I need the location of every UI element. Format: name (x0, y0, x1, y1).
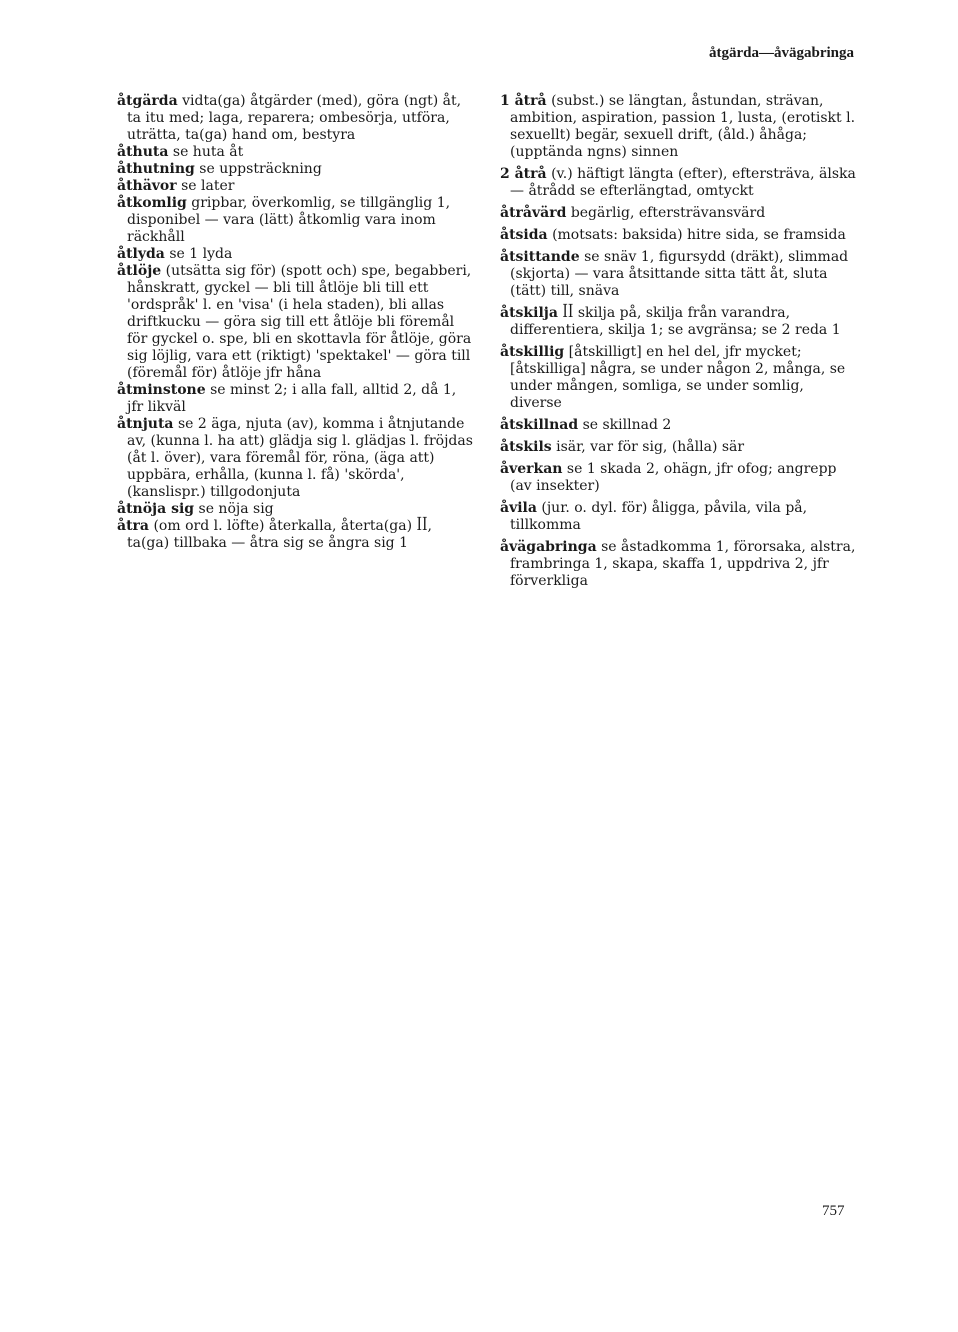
dictionary-entry (117, 178, 473, 195)
dictionary-entry (500, 93, 856, 161)
headword: åtsittande (500, 249, 580, 265)
headword: åtskillig (500, 344, 565, 360)
definition: se 2 äga, njuta (av), komma i åtnjutande av, (kunna l. ha att) glädja sig l. glädjas l. fröjdas (åt l. över), vara föremål för, röna, (äga att) uppbära, erhålla, (kunna l. få) 'skörda', (kanslispr.) tillgodonjuta (127, 416, 473, 500)
headword: 2 åtrå (500, 166, 547, 182)
definition: se later (181, 178, 235, 194)
dictionary-entry (117, 144, 473, 161)
definition: se uppsträckning (199, 161, 322, 177)
definition: se 1 lyda (169, 246, 233, 262)
definition: se minst 2; i alla fall, alltid 2, då 1, jfr likväl (127, 382, 457, 415)
definition: se huta åt (172, 144, 244, 160)
headword: åvila (500, 500, 537, 516)
headword: åthävor (117, 178, 177, 194)
definition: (subst.) se längtan, åstundan, strävan, ambition, aspiration, passion 1, lusta, (erotiskt l. sexuellt) begär, sexuell drift, (åld.) åhåga; (upptända ngns) sinnen (510, 93, 856, 160)
definition: (om ord l. löfte) återkalla, återta(ga) ꟾꟾ, ta(ga) tillbaka — åtra sig se ångra sig 1 (127, 518, 432, 551)
headword: åtnöja sig (117, 501, 195, 517)
headword: åverkan (500, 461, 563, 477)
definition: se snäv 1, figursydd (dräkt), slimmad (skjorta) — vara åtsittande sitta tätt åt, sluta (tätt) till, snäva (510, 249, 849, 299)
definition: gripbar, överkomlig, se tillgänglig 1, disponibel — vara (lätt) åtkomlig vara inom räckhåll (127, 195, 451, 245)
definition: (motsats: baksida) hitre sida, se framsida (552, 227, 846, 243)
definition: se åstadkomma 1, förorsaka, alstra, frambringa 1, skapa, skaffa 1, uppdriva 2, jfr förverkliga (510, 539, 856, 589)
headword: åtskils (500, 439, 552, 455)
dictionary-entry (500, 305, 856, 339)
dictionary-entry (500, 439, 856, 456)
dictionary-entry (117, 382, 473, 416)
dictionary-entry (500, 205, 856, 222)
headword: åtlyda (117, 246, 165, 262)
headword: åvägabringa (500, 539, 597, 555)
definition: se nöja sig (198, 501, 274, 517)
dictionary-entry (500, 500, 856, 534)
dictionary-entry (117, 246, 473, 263)
dictionary-entry (500, 417, 856, 434)
headword: åtkomlig (117, 195, 187, 211)
dictionary-entry (117, 195, 473, 246)
definition: ꟾꟾ skilja på, skilja från varandra, differentiera, skilja 1; se avgränsa; se 2 reda 1 (510, 305, 841, 338)
dictionary-entry (500, 249, 856, 300)
definition: (utsätta sig för) (spott och) spe, begabberi, hånskratt, gyckel — bli till åtlöje bli till ett 'ordspråk' l. en 'visa' (i hela staden), bli allas driftkucku — göra sig till ett åtlöje bli föremål för gyckel o. spe, bli en skottavla för åtlöje, göra sig löjlig, vara ett (riktigt) 'spektakel' — göra till (föremål för) åtlöje jfr håna (127, 263, 472, 381)
dictionary-entry (117, 416, 473, 501)
headword: åtnjuta (117, 416, 174, 432)
headword: åtskillnad (500, 417, 579, 433)
headword: åtminstone (117, 382, 206, 398)
headword: åthuta (117, 144, 169, 160)
definition: begärlig, eftersträvansvärd (570, 205, 766, 221)
dictionary-entry (117, 501, 473, 518)
headword: åthutning (117, 161, 195, 177)
headword: åtra (117, 518, 149, 534)
definition: (v.) häftigt längta (efter), eftersträva, älska — åtrådd se efterlängtad, omtyckt (510, 166, 856, 199)
right-column (500, 93, 856, 595)
definition: [åtskilligt] en hel del, jfr mycket; [åtskilliga] några, se under någon 2, många, se under mången, somliga, se under somlig, diverse (510, 344, 846, 411)
dictionary-entry (117, 161, 473, 178)
definition: se 1 skada 2, ohägn, jfr ofog; angrepp (av insekter) (510, 461, 837, 494)
headword: 1 åtrå (500, 93, 547, 109)
headword: åtlöje (117, 263, 162, 279)
dictionary-entry (500, 539, 856, 590)
definition: isär, var för sig, (hålla) sär (556, 439, 745, 455)
definition: se skillnad 2 (582, 417, 672, 433)
headword: åtskilja (500, 305, 558, 321)
headword: åtsida (500, 227, 548, 243)
headword: åtråvärd (500, 205, 567, 221)
page-header: åtgärda—åvägabringa (708, 45, 854, 61)
dictionary-entry (500, 461, 856, 495)
dictionary-entry (500, 227, 856, 244)
page-number: 757 (822, 1203, 845, 1219)
dictionary-entry (117, 518, 473, 552)
dictionary-entry (500, 166, 856, 200)
definition: vidta(ga) åtgärder (med), göra (ngt) åt, ta itu med; laga, reparera; ombesörja, utföra, uträtta, ta(ga) hand om, bestyra (127, 93, 462, 143)
headword: åtgärda (117, 93, 178, 109)
dictionary-entry (117, 93, 473, 144)
definition: (jur. o. dyl. för) åligga, påvila, vila på, tillkomma (510, 500, 808, 533)
dictionary-entry (117, 263, 473, 382)
dictionary-entry (500, 344, 856, 412)
left-column (117, 93, 473, 552)
